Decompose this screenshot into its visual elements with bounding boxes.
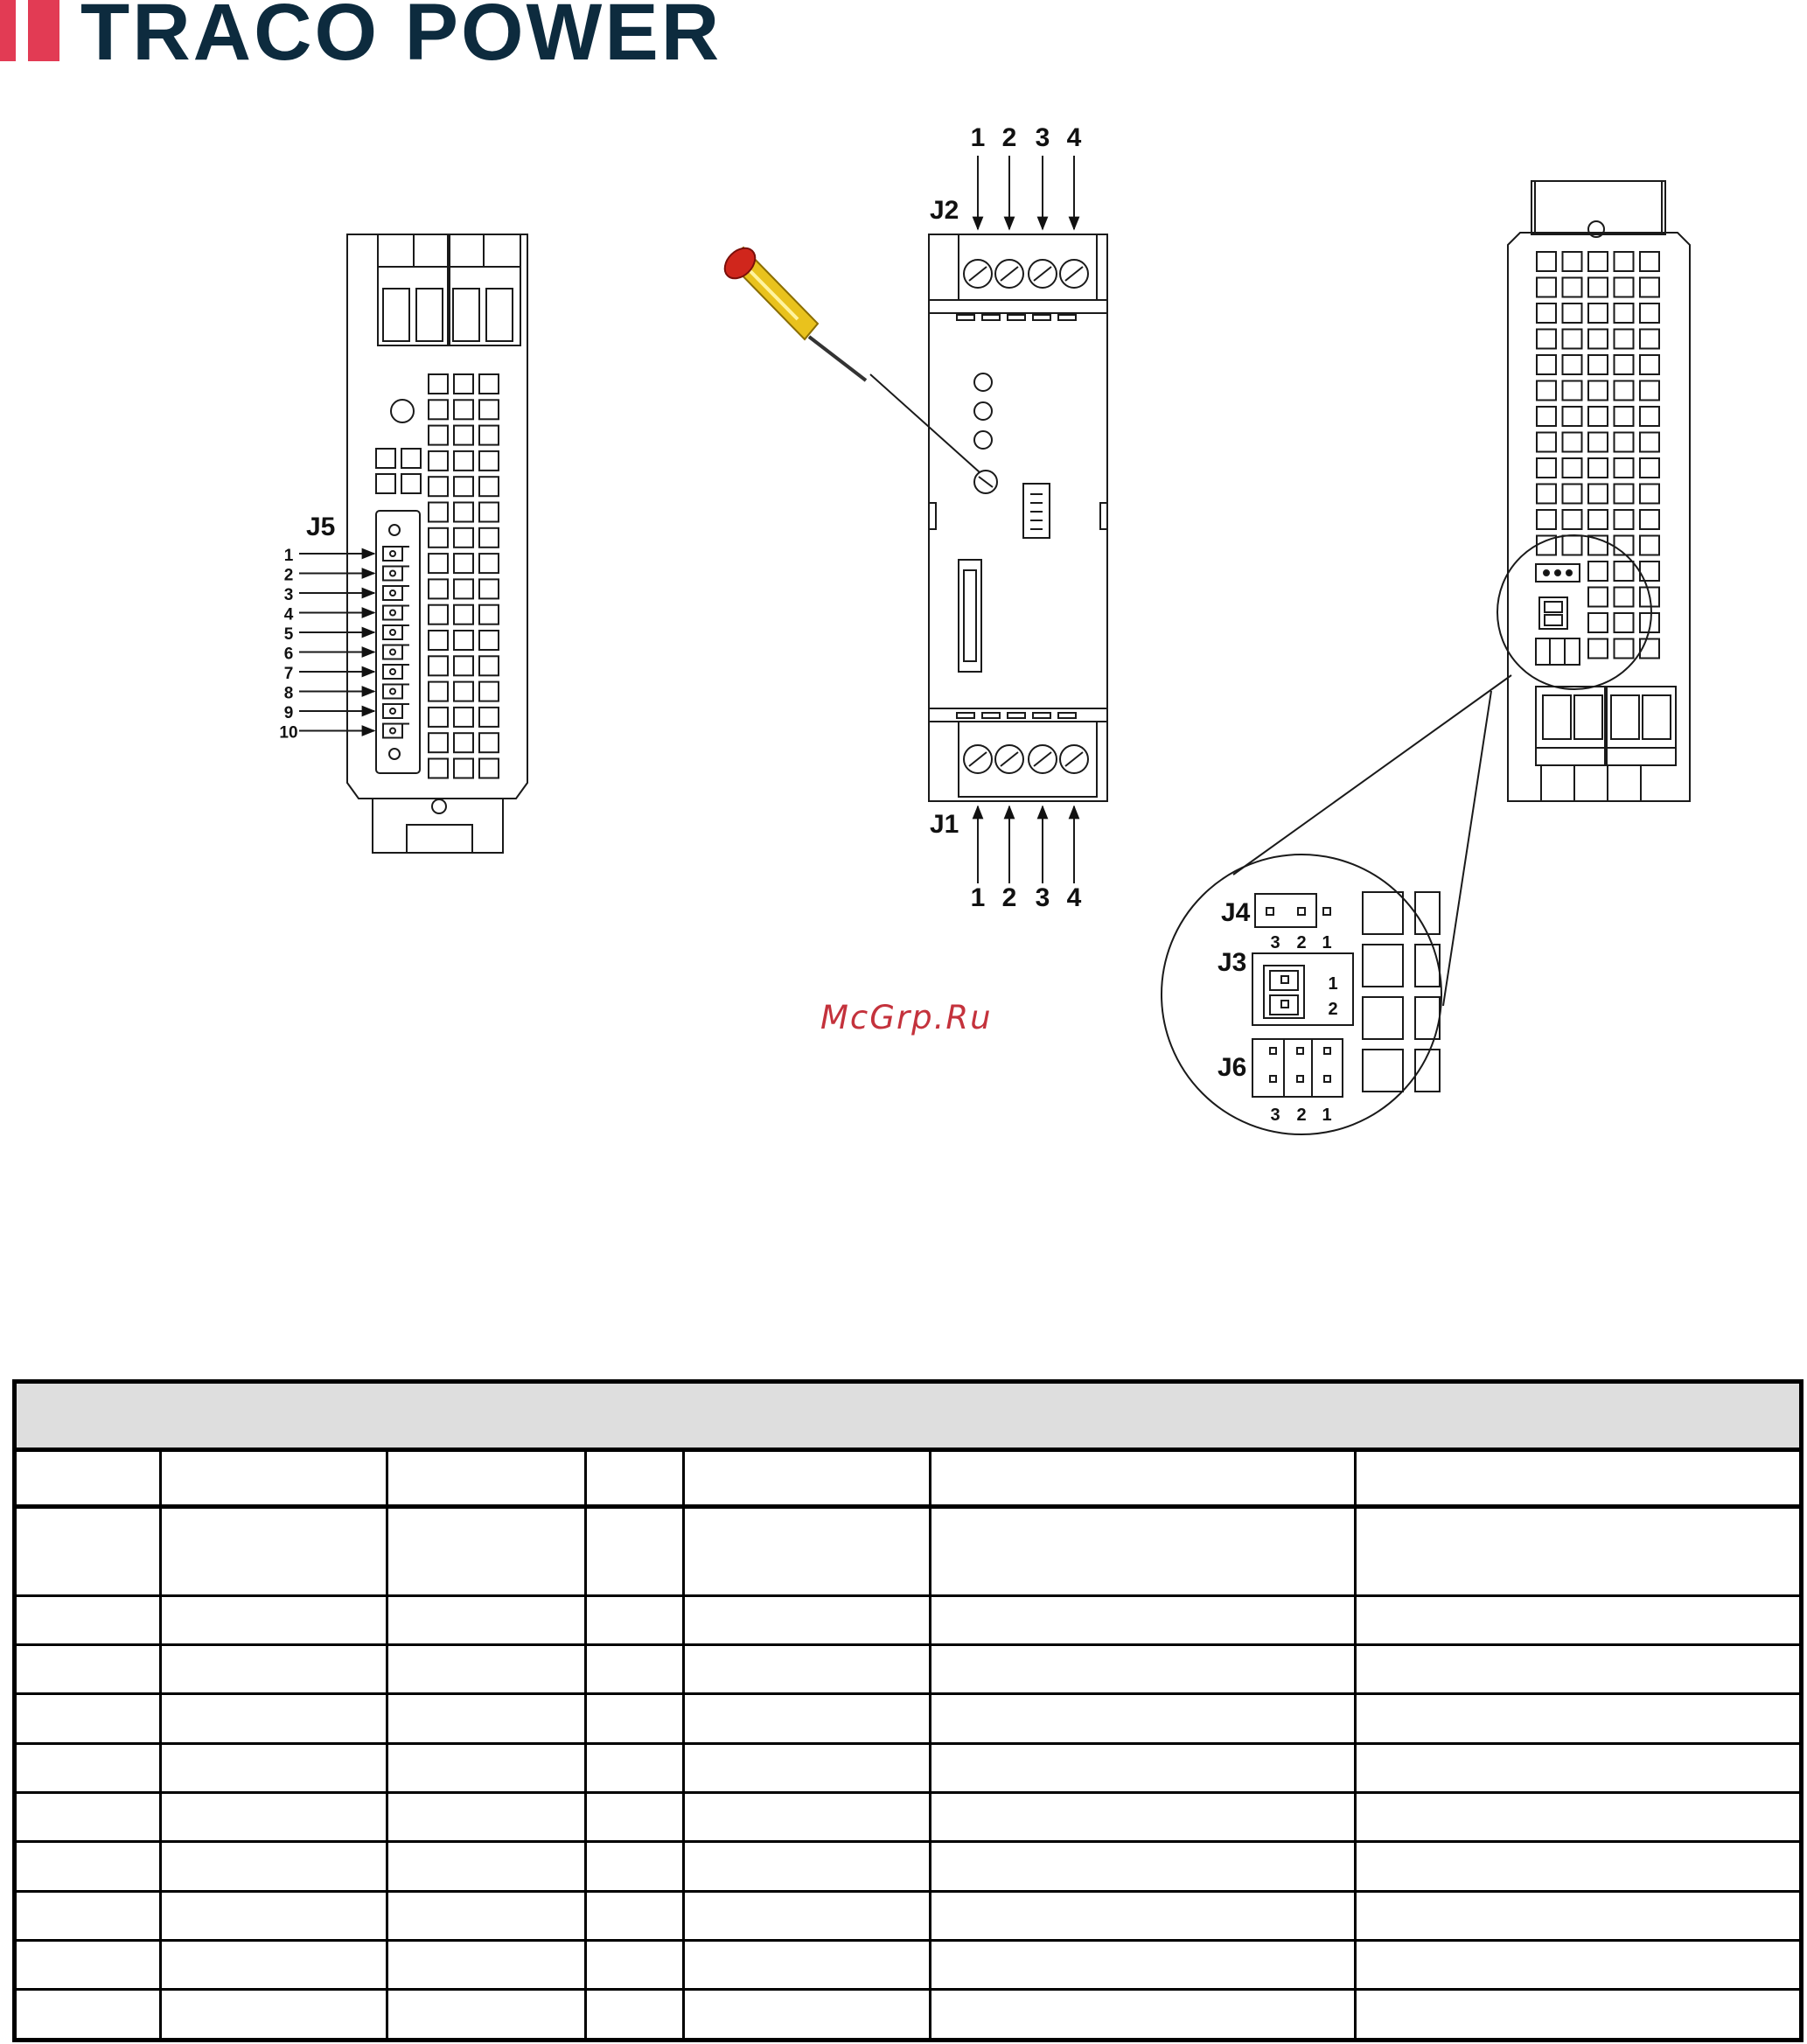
- table-cell: [15, 1793, 161, 1842]
- vent-cell: [1563, 510, 1582, 529]
- vent-cell: [429, 374, 448, 394]
- vent-cell: [1640, 381, 1659, 401]
- j5-pin-label: 8: [283, 684, 294, 703]
- j2-pin-label: 2: [1001, 123, 1017, 152]
- vent-cell: [454, 451, 473, 471]
- vent-cell: [1588, 355, 1608, 374]
- pin-hole: [390, 590, 395, 596]
- j1-pin-label: 1: [970, 883, 986, 912]
- vent-cell: [429, 426, 448, 445]
- j5-pin-label: 2: [283, 566, 294, 585]
- vent-cell: [479, 733, 499, 752]
- table-cell: [387, 1941, 586, 1990]
- screwdriver: [719, 242, 980, 472]
- vent-cell: [454, 400, 473, 419]
- vent-cell: [1563, 381, 1582, 401]
- j4-pin-labels: [1270, 933, 1331, 952]
- slot-mark: [957, 315, 974, 320]
- j1-label: J1: [930, 810, 959, 839]
- slot-mark: [1008, 713, 1025, 718]
- vent-cell: [1537, 458, 1556, 478]
- vent-cell: [1588, 381, 1608, 401]
- j3-label: J3: [1217, 948, 1247, 977]
- vent-cell: [479, 451, 499, 471]
- table-cell: [684, 1990, 931, 2041]
- vent-cell: [429, 682, 448, 701]
- table-cell: [1356, 1595, 1802, 1644]
- vent-cell: [1588, 407, 1608, 426]
- vent-cell: [1537, 407, 1556, 426]
- right-side-view: [1233, 181, 1690, 1006]
- vent-cell: [429, 631, 448, 650]
- vent-cell: [1615, 381, 1634, 401]
- vent-cell: [1537, 330, 1556, 349]
- vent-cell: [1588, 485, 1608, 504]
- j1-pin-label: 4: [1066, 883, 1082, 912]
- vent-cell: [1588, 433, 1608, 452]
- table-cell: [387, 1891, 586, 1940]
- vent-cell: [454, 579, 473, 598]
- vent-cell: [454, 682, 473, 701]
- vent-cell: [479, 426, 499, 445]
- vent-cell: [1640, 252, 1659, 271]
- vent-cell: [1537, 278, 1556, 297]
- vent-cell: [429, 503, 448, 522]
- j5-pin-label: 9: [283, 704, 294, 722]
- table-cell: [684, 1743, 931, 1792]
- vent-cell: [454, 656, 473, 675]
- vent-cell: [429, 579, 448, 598]
- vent-cell: [1537, 252, 1556, 271]
- table-cell: [15, 1595, 161, 1644]
- table-cell: [586, 1793, 684, 1842]
- table-cell: [931, 1644, 1356, 1693]
- vent-cell: [1588, 639, 1608, 659]
- j5-pin-label: 10: [279, 723, 298, 743]
- vent-cell: [1640, 303, 1659, 323]
- table-cell: [684, 1941, 931, 1990]
- vent-cell: [479, 579, 499, 598]
- slot-mark: [1033, 315, 1050, 320]
- vent-cell: [429, 451, 448, 471]
- table-cell: [586, 1842, 684, 1891]
- table-cell: [931, 1842, 1356, 1891]
- j6-pin-label: 2: [1296, 1106, 1307, 1125]
- j3-pin-label: 2: [1328, 1000, 1338, 1019]
- vent-cell: [1615, 613, 1634, 632]
- table-row: [15, 1990, 1802, 2041]
- vent-cell: [401, 474, 421, 493]
- table-cell: [161, 1449, 387, 1506]
- vent-cell: [1615, 510, 1634, 529]
- vent-cell: [479, 631, 499, 650]
- j1-pin-label: 3: [1035, 883, 1050, 912]
- table-cell: [161, 1644, 387, 1693]
- j5-pin-slots: [299, 547, 409, 738]
- table-row: [15, 1891, 1802, 1940]
- vent-cell: [479, 400, 499, 419]
- vent-cell: [1588, 510, 1608, 529]
- vent-cell: [454, 605, 473, 624]
- screw-slot: [969, 752, 987, 766]
- table-cell: [161, 1891, 387, 1940]
- vent-cell: [1640, 510, 1659, 529]
- table-column-row: [15, 1449, 1802, 1506]
- table-cell: [1356, 1941, 1802, 1990]
- table-cell: [931, 1506, 1356, 1595]
- j2-pin-label: 4: [1066, 123, 1082, 152]
- spec-table: [12, 1379, 1804, 2042]
- pin-hole: [390, 669, 395, 674]
- pin-slot: [383, 606, 402, 620]
- vent-cell: [1588, 588, 1608, 607]
- vent-cell: [1640, 433, 1659, 452]
- vent-cell: [1615, 303, 1634, 323]
- vent-cell: [1640, 485, 1659, 504]
- vent-cell: [376, 474, 395, 493]
- vent-cell: [1640, 278, 1659, 297]
- table-cell: [387, 1595, 586, 1644]
- vent-cell: [1615, 433, 1634, 452]
- table-cell: [161, 1743, 387, 1792]
- table-cell: [931, 1449, 1356, 1506]
- vent-cell: [454, 503, 473, 522]
- vent-cell: [1615, 639, 1634, 659]
- vent-cell: [1563, 278, 1582, 297]
- vent-cell: [479, 759, 499, 778]
- table-cell: [1356, 1694, 1802, 1743]
- table-cell: [1356, 1990, 1802, 2041]
- vent-cell: [1537, 485, 1556, 504]
- table-cell: [586, 1595, 684, 1644]
- slot-mark: [982, 315, 1000, 320]
- j3-pin-label: 1: [1328, 974, 1338, 994]
- j5-label: J5: [306, 513, 336, 541]
- table-cell: [15, 1449, 161, 1506]
- vent-cell: [1640, 536, 1659, 555]
- table-cell: [1356, 1506, 1802, 1595]
- vent-cell: [1563, 433, 1582, 452]
- table-cell: [15, 1382, 1802, 1450]
- vent-cell: [1588, 562, 1608, 581]
- table-cell: [931, 1743, 1356, 1792]
- table-cell: [684, 1595, 931, 1644]
- table-cell: [684, 1694, 931, 1743]
- vent-cell: [1615, 330, 1634, 349]
- vent-cell: [429, 708, 448, 727]
- table-cell: [586, 1990, 684, 2041]
- table-cell: [586, 1449, 684, 1506]
- j6-label: J6: [1217, 1053, 1247, 1082]
- vent-cell: [1588, 278, 1608, 297]
- vent-cell: [454, 374, 473, 394]
- table-cell: [161, 1793, 387, 1842]
- vent-cell: [1640, 330, 1659, 349]
- table-cell: [387, 1990, 586, 2041]
- table-cell: [684, 1891, 931, 1940]
- table-cell: [931, 1990, 1356, 2041]
- vent-cell: [479, 374, 499, 394]
- j3-pin-labels: [1328, 974, 1337, 1019]
- screw-slot: [969, 267, 987, 281]
- table-cell: [586, 1694, 684, 1743]
- screw-slot: [1034, 267, 1051, 281]
- table-cell: [684, 1644, 931, 1693]
- detail-magnifier: [1162, 855, 1441, 1134]
- vent-cell: [1615, 588, 1634, 607]
- pin-hole: [390, 708, 395, 714]
- table-cell: [15, 1990, 161, 2041]
- table-cell: [161, 1506, 387, 1595]
- vent-cell: [1537, 381, 1556, 401]
- j2-terminal-screws: [964, 260, 1088, 288]
- table-cell: [161, 1990, 387, 2041]
- slot-mark: [957, 713, 974, 718]
- pin-slot: [383, 586, 402, 600]
- vent-cell: [479, 708, 499, 727]
- j5-pin-label: 7: [283, 665, 294, 683]
- vent-cell: [479, 656, 499, 675]
- pin-hole: [390, 551, 395, 556]
- vent-cell: [1563, 485, 1582, 504]
- j6-pin-label: 3: [1270, 1106, 1280, 1125]
- pin-slot: [383, 724, 402, 738]
- pin-hole: [390, 610, 395, 616]
- pin-hole: [390, 630, 395, 635]
- table-row: [15, 1595, 1802, 1644]
- vent-cell: [1563, 355, 1582, 374]
- j4-label: J4: [1221, 898, 1251, 927]
- table-header-row: [15, 1382, 1802, 1450]
- vent-cell: [1588, 613, 1608, 632]
- vent-cell: [429, 759, 448, 778]
- table-cell: [161, 1595, 387, 1644]
- table-cell: [931, 1891, 1356, 1940]
- table-cell: [387, 1793, 586, 1842]
- pin-slot: [383, 685, 402, 699]
- vent-cell: [1615, 458, 1634, 478]
- vent-cell: [1563, 536, 1582, 555]
- table-cell: [15, 1891, 161, 1940]
- vent-cell: [479, 477, 499, 496]
- table-cell: [161, 1694, 387, 1743]
- j1-arrows: [978, 806, 1074, 883]
- screw-slot: [1034, 752, 1051, 766]
- vent-cell: [1615, 355, 1634, 374]
- vent-cell: [1563, 407, 1582, 426]
- table-cell: [684, 1793, 931, 1842]
- table-cell: [1356, 1743, 1802, 1792]
- vent-cell: [1588, 252, 1608, 271]
- table-cell: [15, 1644, 161, 1693]
- table-cell: [387, 1842, 586, 1891]
- vent-cell: [1588, 458, 1608, 478]
- vent-cell: [479, 503, 499, 522]
- table-cell: [931, 1694, 1356, 1743]
- vent-cell: [454, 528, 473, 548]
- table-row: [15, 1644, 1802, 1693]
- vent-cell: [454, 733, 473, 752]
- table-cell: [387, 1694, 586, 1743]
- j2-pin-labels: [971, 123, 1082, 152]
- j5-pin-label: 4: [283, 605, 294, 624]
- vent-cell: [429, 400, 448, 419]
- table-cell: [684, 1842, 931, 1891]
- table-cell: [1356, 1449, 1802, 1506]
- j6-pin-labels: [1270, 1106, 1331, 1125]
- j5-pin-label: 1: [283, 547, 294, 565]
- vent-cell: [1640, 458, 1659, 478]
- table-cell: [387, 1743, 586, 1792]
- vent-cell: [1615, 536, 1634, 555]
- table-row: [15, 1793, 1802, 1842]
- vent-cell: [1588, 303, 1608, 323]
- j1-terminal-screws: [964, 745, 1088, 773]
- vent-cell: [1588, 330, 1608, 349]
- watermark: McGrp.Ru: [820, 999, 993, 1036]
- table-cell: [1356, 1793, 1802, 1842]
- vent-cell: [376, 449, 395, 468]
- j2-pin-label: 1: [970, 123, 986, 152]
- pin-hole: [390, 689, 395, 694]
- vent-cell: [1563, 303, 1582, 323]
- table-cell: [1356, 1891, 1802, 1940]
- pin-slot: [383, 645, 402, 659]
- table-cell: [1356, 1842, 1802, 1891]
- slot-mark: [1033, 713, 1050, 718]
- pin-hole: [390, 571, 395, 576]
- vent-cell: [1615, 485, 1634, 504]
- pin-hole: [390, 729, 395, 734]
- j6-pin-label: 1: [1322, 1106, 1332, 1125]
- j1-pin-labels: [971, 883, 1082, 912]
- table-cell: [684, 1449, 931, 1506]
- j2-pin-label: 3: [1035, 123, 1050, 152]
- slot-mark: [982, 713, 1000, 718]
- vent-cell: [1615, 562, 1634, 581]
- table-cell: [387, 1506, 586, 1595]
- screw-slot: [1065, 752, 1083, 766]
- table-row: [15, 1842, 1802, 1891]
- slot-mark: [1058, 315, 1076, 320]
- j2-arrows: [978, 156, 1074, 229]
- logo-text: TRACO POWER: [80, 0, 722, 63]
- table-cell: [15, 1506, 161, 1595]
- vent-cell: [1537, 355, 1556, 374]
- vent-cell: [429, 477, 448, 496]
- vent-cell: [454, 708, 473, 727]
- vent-cell: [479, 528, 499, 548]
- vent-cell: [454, 554, 473, 573]
- vent-cell: [1537, 433, 1556, 452]
- table-cell: [586, 1644, 684, 1693]
- table-row: [15, 1941, 1802, 1990]
- vent-cell: [1615, 407, 1634, 426]
- vent-cell: [454, 477, 473, 496]
- table-cell: [15, 1941, 161, 1990]
- table-cell: [586, 1743, 684, 1792]
- table-cell: [586, 1941, 684, 1990]
- pin-slot: [383, 567, 402, 581]
- vent-cell: [429, 656, 448, 675]
- table-cell: [684, 1506, 931, 1595]
- j5-pin-label: 3: [283, 586, 294, 604]
- table-cell: [586, 1506, 684, 1595]
- pin-slot: [383, 625, 402, 639]
- table-cell: [1356, 1644, 1802, 1693]
- table-row: [15, 1506, 1802, 1595]
- pin-slot: [383, 665, 402, 679]
- j4-pin-label: 3: [1270, 933, 1280, 952]
- vent-cell: [1640, 407, 1659, 426]
- pin-hole: [390, 650, 395, 655]
- vent-cell: [479, 682, 499, 701]
- pin-slot: [383, 547, 402, 561]
- vent-cell: [1537, 303, 1556, 323]
- left-side-view: [279, 234, 527, 853]
- j2-label: J2: [930, 196, 959, 225]
- screw-slot: [1001, 752, 1018, 766]
- vent-cell: [1563, 330, 1582, 349]
- table-cell: [161, 1941, 387, 1990]
- j4-pin-label: 2: [1296, 933, 1307, 952]
- vent-cell: [1640, 355, 1659, 374]
- table-cell: [387, 1449, 586, 1506]
- vent-cell: [429, 554, 448, 573]
- vent-cell: [454, 426, 473, 445]
- table-cell: [15, 1694, 161, 1743]
- j5-pin-label: 5: [283, 625, 294, 644]
- table-cell: [15, 1743, 161, 1792]
- vent-cell: [429, 605, 448, 624]
- screw-slot: [1065, 267, 1083, 281]
- j1-pin-label: 2: [1001, 883, 1017, 912]
- vent-cell: [454, 631, 473, 650]
- vent-cell: [1537, 510, 1556, 529]
- j5-pin-labels: [279, 547, 297, 743]
- j5-pin-label: 6: [283, 645, 294, 664]
- vent-cell: [1563, 252, 1582, 271]
- vent-cell: [1615, 278, 1634, 297]
- j4-pin-label: 1: [1322, 933, 1332, 952]
- vent-cell: [454, 759, 473, 778]
- table-row: [15, 1694, 1802, 1743]
- j1-slot-marks: [957, 713, 1076, 718]
- table-cell: [931, 1595, 1356, 1644]
- table-cell: [931, 1941, 1356, 1990]
- screw-slot: [1001, 267, 1018, 281]
- table-cell: [161, 1842, 387, 1891]
- vent-cell: [1615, 252, 1634, 271]
- j2-slot-marks: [957, 315, 1076, 320]
- table-cell: [586, 1891, 684, 1940]
- pin-slot: [383, 704, 402, 718]
- slot-mark: [1058, 713, 1076, 718]
- slot-mark: [1008, 315, 1025, 320]
- table-cell: [387, 1644, 586, 1693]
- table-row: [15, 1743, 1802, 1792]
- vent-cell: [429, 733, 448, 752]
- vent-cell: [479, 554, 499, 573]
- vent-cell: [429, 528, 448, 548]
- vent-cell: [401, 449, 421, 468]
- table-cell: [931, 1793, 1356, 1842]
- vent-cell: [479, 605, 499, 624]
- front-view: [929, 123, 1107, 912]
- vent-cell: [1563, 458, 1582, 478]
- table-cell: [15, 1842, 161, 1891]
